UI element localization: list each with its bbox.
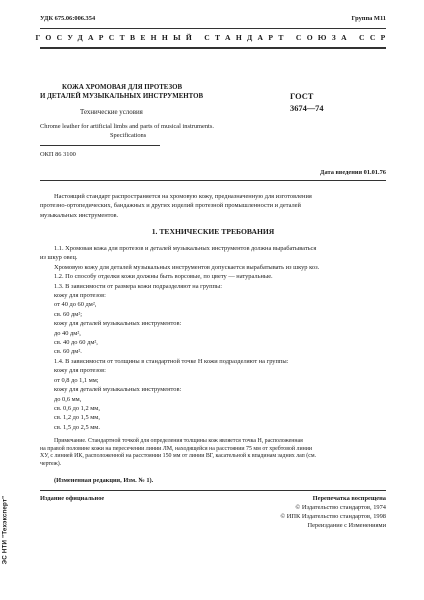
group-code: Группа М11 xyxy=(351,15,386,22)
gost-label: ГОСТ xyxy=(290,92,314,101)
note-line: Примечание. Стандартной точкой для определения толщины кож является точка Н, расположенная xyxy=(54,438,303,444)
reissue-note: Переиздание с Изменениями xyxy=(307,522,386,529)
intro-line: протезно-ортопедических, бандажных и других изделий протезной промышленности и деталей xyxy=(40,202,301,210)
clause-line: до 40 дм², xyxy=(54,329,81,337)
state-standard-banner xyxy=(35,32,391,44)
side-stamp-text: ЭС НТИ "Техэксперт" xyxy=(1,495,9,565)
official-edition: Издание официальное xyxy=(40,495,105,502)
intro-paragraph xyxy=(40,192,386,220)
clause-line: св. 60 дм². xyxy=(54,348,82,356)
title-block-rule xyxy=(40,180,386,181)
clause-line: св. 40 до 60 дм², xyxy=(54,339,98,347)
title-divider-left xyxy=(40,145,160,146)
clause-line: кожу для протезов: xyxy=(54,367,106,375)
clause-line: 1.4. В зависимости от толщины в стандартной точке Н кожи подразделяют на группы: xyxy=(54,357,289,365)
clause-line: из шкур овец. xyxy=(40,254,78,262)
udk-code: УДК 675.06:006.354 xyxy=(40,15,96,22)
english-title-line-1: Chrome leather for artificial limbs and parts of musical instruments. xyxy=(40,123,214,130)
intro-line: музыкальных инструментов. xyxy=(40,211,119,219)
clause-line: 1.3. В зависимости от размера кожи подразделяют на группы: xyxy=(54,282,222,290)
note-line: ХУ, с линией ИК, расположенной на расстоянии 150 мм от линии ВГ, касательной к впадинам задних лап (см. xyxy=(40,453,317,460)
copyright-1974: © Издательство стандартов, 1974 xyxy=(295,504,386,511)
reprint-prohibited: Перепечатка воспрещена xyxy=(312,495,386,502)
clause-line: кожу для протезов: xyxy=(54,292,106,300)
title-line-2: И ДЕТАЛЕЙ МУЗЫКАЛЬНЫХ ИНСТРУМЕНТОВ xyxy=(40,93,204,100)
copyright-1998: © ИПК Издательство стандартов, 1998 xyxy=(280,513,386,520)
amendment-note: (Измененная редакция, Изм. № 1). xyxy=(54,477,154,484)
clause-line: 1.2. По способу отделки кожи должны быть ворсовые, по цвету — натуральные. xyxy=(54,273,273,281)
side-stamp xyxy=(0,475,10,585)
header-rule-bottom xyxy=(40,47,386,49)
clause-line: св. 1,2 до 1,5 мм, xyxy=(54,414,100,422)
clause-line: до 0,6 мм, xyxy=(54,395,82,403)
title-line-1: КОЖА ХРОМОВАЯ ДЛЯ ПРОТЕЗОВ xyxy=(62,84,183,91)
okp-code: ОКП 86 3100 xyxy=(40,151,76,158)
gost-number: 3674—74 xyxy=(290,104,324,113)
clause-line: Хромовую кожу для деталей музыкальных инструментов допускается вырабатывать из шкур коз. xyxy=(54,263,320,271)
note-line: чертеж). xyxy=(40,460,62,467)
section-heading: 1. ТЕХНИЧЕСКИЕ ТРЕБОВАНИЯ xyxy=(151,227,275,236)
clause-line: от 0,8 до 1,1 мм; xyxy=(54,376,99,384)
clause-line: от 40 до 60 дм², xyxy=(54,301,97,309)
clause-line: св. 60 дм²; xyxy=(54,310,83,318)
note-block xyxy=(40,438,386,468)
banner-text: ГОСУДАРСТВЕННЫЙ СТАНДАРТ СОЮЗА ССР xyxy=(35,33,391,42)
note-line: на правой половине кожи на пересечении линии ЛМ, находящейся на расстоянии 75 мм от хребтовой линии xyxy=(40,445,313,452)
clause-line: св. 1,5 до 2,5 мм. xyxy=(54,423,100,431)
effective-date: Дата введения 01.01.76 xyxy=(320,169,386,176)
header-rule-top xyxy=(40,28,386,29)
requirements-text xyxy=(40,244,386,432)
clause-line: кожу для деталей музыкальных инструментов: xyxy=(54,320,182,328)
clause-line: кожу для деталей музыкальных инструментов: xyxy=(54,386,182,394)
clause-line: св. 0,6 до 1,2 мм, xyxy=(54,404,100,412)
english-title-line-2: Specifications xyxy=(110,132,147,139)
intro-line: Настоящий стандарт распространяется на хромовую кожу, предназначенную для изготовления xyxy=(54,193,312,200)
clause-line: 1.1. Хромовая кожа для протезов и деталей музыкальных инструментов должна вырабатываться xyxy=(54,245,317,252)
footer-rule xyxy=(40,490,386,491)
subtitle: Технические условия xyxy=(80,109,143,116)
